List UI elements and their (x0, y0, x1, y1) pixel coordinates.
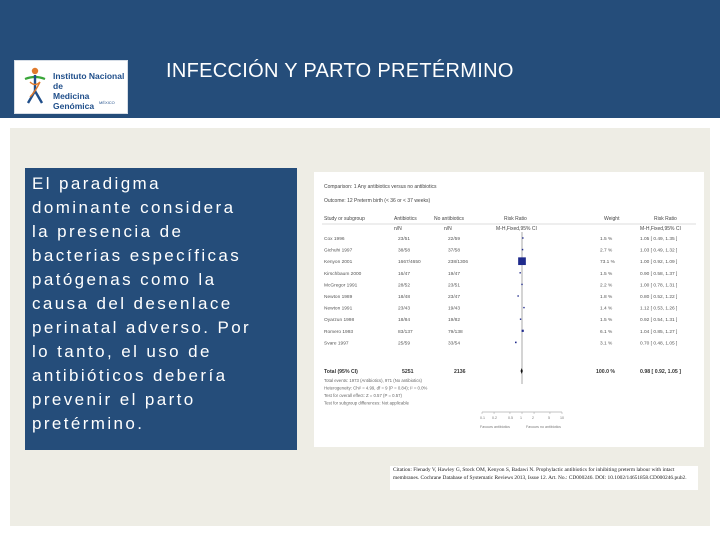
header-nN-1: n/N (394, 226, 402, 232)
risk-ratio-marker (519, 272, 520, 273)
x-tick-label: 0.5 (507, 416, 513, 420)
risk-ratio-marker (517, 295, 518, 296)
row-antibiotics: 1667/4650 (398, 260, 421, 266)
row-risk-ratio: 0.80 [ 0.52, 1.22 ] (640, 295, 678, 300)
total-weight: 100.0 % (596, 369, 616, 375)
header-weight: Weight (604, 216, 620, 222)
row-study: McGregor 1991 (324, 283, 358, 289)
row-antibiotics: 18/84 (398, 318, 411, 324)
row-weight: 2.2 % (600, 283, 613, 289)
row-study: Kenyon 2001 (324, 260, 353, 266)
risk-ratio-marker (518, 257, 526, 265)
footnote-line: Total events: 1973 (Antibiotics), 971 (No antibiotics) (324, 378, 422, 383)
row-antibiotics: 23/51 (398, 237, 411, 242)
row-antibiotics: 25/59 (398, 341, 411, 347)
row-risk-ratio: 1.00 [ 0.78, 1.31 ] (640, 283, 678, 289)
row-study: Svare 1997 (324, 341, 349, 347)
risk-ratio-marker (521, 284, 522, 285)
row-weight: 1.4 % (600, 306, 613, 312)
row-study: Oyarzun 1998 (324, 318, 355, 324)
row-no-antibiotics: 238/1306 (448, 260, 469, 266)
forest-plot-image (314, 172, 704, 447)
row-no-antibiotics: 19/82 (448, 318, 461, 324)
logo-line-1: Instituto Nacional de (53, 71, 125, 91)
row-weight: 1.5 % (600, 271, 613, 277)
header-rr-method-2: M-H,Fixed,95% CI (640, 226, 681, 232)
row-risk-ratio: 0.90 [ 0.58, 1.37 ] (640, 271, 678, 277)
header-no-antibiotics: No antibiotics (434, 216, 465, 222)
row-risk-ratio: 1.03 [ 0.49, 1.32 ] (640, 248, 678, 254)
header-risk-ratio-2: Risk Ratio (654, 216, 677, 222)
risk-ratio-marker (522, 330, 524, 332)
total-no-antibiotics: 2136 (454, 369, 466, 375)
header-rr-method: M-H,Fixed,95% CI (496, 226, 537, 232)
header-nN-2: n/N (444, 226, 452, 232)
row-no-antibiotics: 22/59 (448, 237, 461, 242)
footnote-line: Heterogeneity: Chi² = 4.99, df = 9 (P = 0.84); I² = 0.0% (324, 385, 428, 391)
row-antibiotics: 18/48 (398, 295, 411, 300)
citation-line-2: membranes. Cochrane Database of Systematic Reviews 2013, Issue 12. Art. No.: CD000246. DOI: 10.1002/14651858.CD000246.pub2. (393, 475, 687, 481)
row-study: Newton 1991 (324, 306, 353, 312)
total-antibiotics: 5251 (402, 369, 414, 375)
row-antibiotics: 23/43 (398, 306, 411, 312)
row-weight: 1.5 % (600, 237, 613, 242)
inmegen-logo (14, 60, 128, 114)
footnote-line: Test for subgroup differences: Not applicable (324, 400, 409, 406)
row-weight: 1.5 % (600, 318, 613, 324)
row-antibiotics: 28/52 (398, 283, 411, 289)
x-tick-label: 10 (560, 416, 564, 420)
row-risk-ratio: 1.05 [ 0.49, 1.35 ] (640, 237, 678, 242)
row-study: Romero 1993 (324, 329, 354, 335)
person-logo-icon (21, 65, 49, 107)
citation-box (390, 466, 698, 490)
row-risk-ratio: 0.70 [ 0.48, 1.05 ] (640, 341, 678, 347)
row-weight: 73.1 % (600, 260, 615, 266)
risk-ratio-marker (515, 342, 517, 344)
x-tick-label: 0.2 (492, 416, 498, 420)
comparison-label: Comparison: 1 Any antibiotics versus no antibiotics (324, 184, 437, 190)
x-tick-label: 2 (532, 416, 535, 420)
pooled-diamond (521, 368, 523, 374)
favours-antibiotics-label: Favours antibiotics (480, 425, 510, 429)
forest-plot (314, 172, 704, 447)
row-weight: 6.1 % (600, 329, 613, 335)
row-no-antibiotics: 23/47 (448, 295, 461, 300)
total-label: Total (95% CI) (324, 369, 358, 375)
x-tick-label: 5 (547, 416, 550, 420)
slide-header (0, 0, 720, 118)
row-no-antibiotics: 19/43 (448, 306, 461, 312)
row-no-antibiotics: 37/58 (448, 248, 461, 254)
total-risk-ratio: 0.98 [ 0.92, 1.05 ] (640, 369, 681, 375)
logo-text (53, 71, 127, 111)
risk-ratio-marker (522, 249, 523, 250)
row-risk-ratio: 0.92 [ 0.54, 1.31 ] (640, 318, 678, 324)
row-antibiotics: 38/58 (398, 248, 411, 254)
paradigm-paragraph: El paradigma dominante considera la presencia de bacterias específicas patógenas como la causa del desenlace perinatal adverso. Por lo tanto, el uso de antibióticos debería prevenir el parto pretérmino. (32, 174, 252, 433)
row-no-antibiotics: 19/47 (448, 271, 461, 277)
row-no-antibiotics: 33/54 (448, 341, 461, 347)
row-weight: 2.7 % (600, 248, 613, 254)
logo-line-2: Medicina Genómica (53, 91, 95, 111)
row-risk-ratio: 1.00 [ 0.92, 1.09 ] (640, 260, 678, 266)
row-study: Kirschbaum 2000 (324, 271, 362, 277)
slide-title: INFECCIÓN Y PARTO PRETÉRMINO (166, 60, 514, 82)
x-tick-label: 0.1 (480, 416, 485, 420)
row-risk-ratio: 1.12 [ 0.53, 1.26 ] (640, 306, 678, 312)
row-study: Gichuhi 1997 (324, 248, 353, 254)
x-tick-label: 1 (520, 416, 522, 420)
risk-ratio-marker (523, 307, 524, 308)
header-study: Study or subgroup (324, 216, 365, 222)
risk-ratio-marker (522, 237, 523, 238)
footnote-line: Test for overall effect: Z = 0.57 (P = 0.57) (324, 393, 402, 398)
favours-no-antibiotics-label: Favours no antibiotics (526, 425, 561, 429)
row-weight: 1.8 % (600, 295, 613, 300)
row-antibiotics: 16/47 (398, 271, 411, 277)
header-antibiotics: Antibiotics (394, 216, 417, 222)
risk-ratio-marker (520, 319, 521, 320)
row-no-antibiotics: 23/51 (448, 283, 461, 289)
citation-line-1: Citation: Flenady V, Hawley G, Stock OM, Kenyon S, Badawi N. Prophylactic antibiotics for inhibiting preterm labour with intact (393, 467, 675, 473)
row-study: Newton 1989 (324, 295, 353, 300)
row-study: Cox 1996 (324, 237, 345, 242)
header-risk-ratio: Risk Ratio (504, 216, 527, 222)
row-antibiotics: 83/137 (398, 329, 413, 335)
outcome-label: Outcome: 12 Preterm birth (< 36 or < 37 weeks) (324, 198, 431, 204)
row-risk-ratio: 1.04 [ 0.85, 1.27 ] (640, 329, 678, 335)
logo-subtitle: MÉXICO (99, 100, 115, 105)
row-no-antibiotics: 79/138 (448, 329, 463, 335)
row-weight: 3.1 % (600, 341, 613, 347)
